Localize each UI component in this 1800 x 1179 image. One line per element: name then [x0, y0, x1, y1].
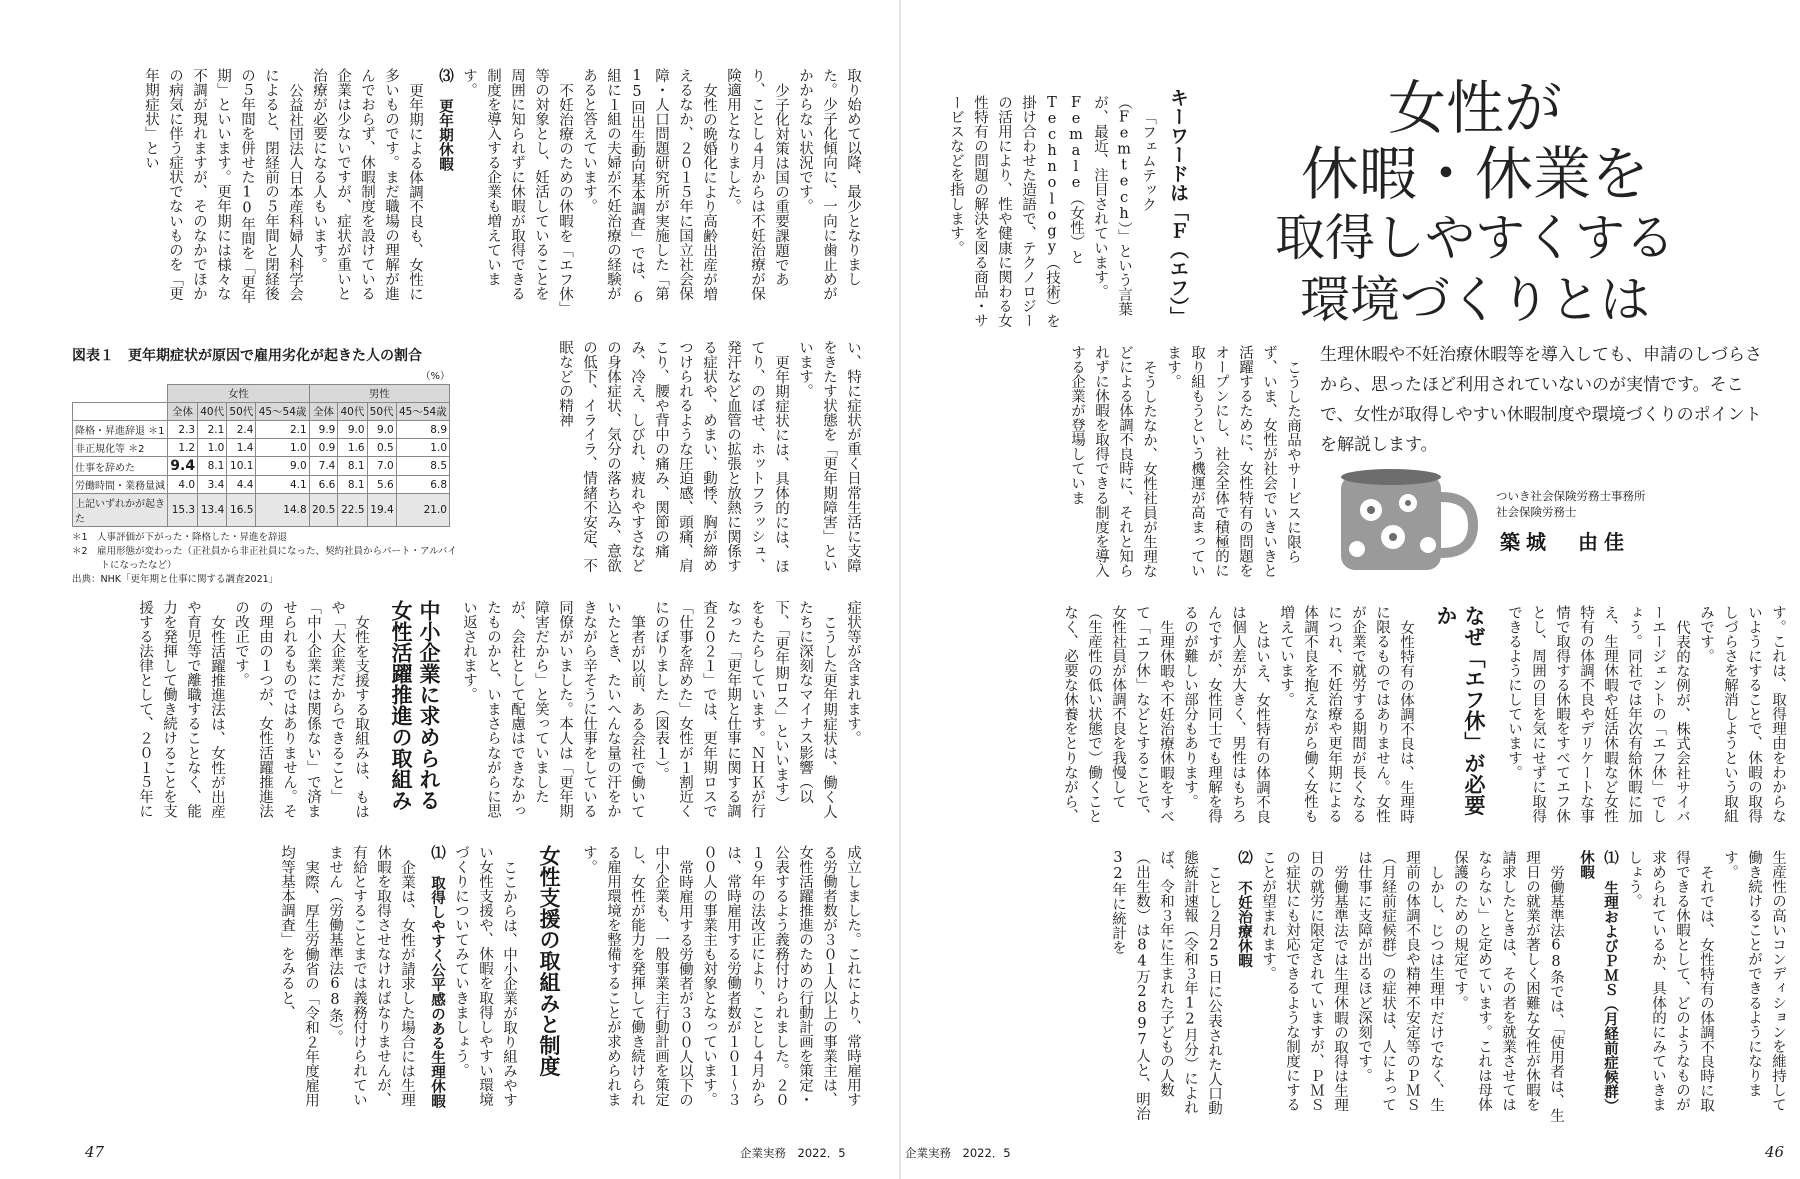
table-cell: 8.1 [338, 457, 367, 476]
table-corner-cell [73, 385, 168, 403]
support-heading: 女性支援の取組みと制度 [537, 845, 561, 1077]
page-number-left: 47 [85, 1143, 105, 1161]
table-cell: 13.4 [198, 494, 227, 527]
group-header-male: 男性 [309, 385, 449, 403]
headline-line-1: 女性が [1387, 74, 1562, 142]
headline-line-2: 休暇・休業を [1300, 140, 1649, 208]
right-b2-paragraph-5: 労働基準法では生理休暇の取得は生理日の就労に限定されていますが、ＰＭＳの症状にも対応できるような制度にすることが望まれます。 [1260, 850, 1348, 1112]
table-column-header-row [73, 403, 450, 421]
left-b2-paragraph-4: 企業は、女性が請求した場合には生理休暇を取得させなければなりませんが、有給とすることまでは義務付けられていません（労働基準法68条）。 [327, 845, 415, 1107]
right-lower-column-1 [920, 605, 1790, 830]
table-cell: 1.6 [338, 439, 367, 457]
left-mid-paragraph-1: い、特に症状が重く日常生活に支障をきたす状態を「更年期障害」といいます。 [797, 340, 861, 573]
keyword-heading: キーワードは「Ｆ（エフ）」 [1167, 88, 1189, 326]
left-lower-paragraph-4: 女性を支援する取組みは、もはや「大企業だからできること」「中小企業には関係ない」で済ませられるものではありません。その理由の１つが、女性活躍推進法の改正です。 [233, 600, 369, 819]
section2-heading: ⑵ 不妊治療休暇 [1236, 850, 1252, 968]
left-mid-paragraph-2: 更年期症状には、具体的には、ほてり、のぼせ、ホットフラッシュ、発汗など血管の拡張と放熱に関係する症状や、めまい、動悸、胸が締めつけられるような圧迫感、頭痛、肩こり、腰や背中の痛み、関節の痛み、冷え、しびれ、疲れやすさなどの身体症状、気分の落ち込み、意欲の低下、イライラ、情緒不安定、不眠などの精神 [557, 340, 789, 573]
table-cell: 8.1 [198, 457, 227, 476]
left-lower-paragraph-3: 筆者が以前、ある会社で働いていたとき、たいへんな量の汗をかきながら辛そうに仕事をしている同僚がいました。本人は「更年期障害だから」と笑っていましたが、会社として配慮はできなかったものかと、いまさらながらに思い返されます。 [461, 600, 645, 819]
table-cell: 8.5 [396, 457, 449, 476]
table-cell: 21.0 [396, 494, 449, 527]
table-cell: 9.0 [367, 421, 396, 439]
figure-title: 図表１ 更年期症状が原因で雇用劣化が起きた人の割合 [72, 348, 422, 364]
table-cell: 4.0 [168, 476, 198, 494]
table-cell: 8.1 [338, 476, 367, 494]
right-b2-paragraph-2: それでは、女性特有の体調不良時に取得できる休暇として、どのようなものが求められているか、具体的にみていきましょう。 [1626, 850, 1714, 1112]
right-b2-paragraph-1: 生産性の高いコンディションを維持して働き続けることができるようになります。 [1722, 850, 1786, 1112]
right-mid-paragraph-1: こうした商品やサービスに限らず、いま、女性が社会でいきいきと活躍するために、女性特有の問題をオープンにし、社会全体で積極的に取り組もうという機運が高まっています。 [1165, 345, 1301, 578]
table-cell: 6.6 [309, 476, 338, 494]
headline-line-3: 取得しやすくする [1275, 209, 1675, 267]
right-lower-paragraph-2: 代表的な例が、株式会社サイバーエージェントの「エフ休」でしょう。同社では年次有給休暇に加え、生理休暇や妊活休暇など女性特有の体調不良やデリケートな事情で取得する休暇をすべてエフ休とし、周囲の目を気にせずに取得できるようにしています。 [1506, 605, 1690, 824]
column-header: 全体 [168, 403, 198, 421]
table-cell: 2.1 [198, 421, 227, 439]
sme-heading: 中小企業に求められる女性活躍推進の取組み [389, 600, 441, 811]
left-top-paragraph-1: 取り始めて以降、最少となりました。少子化傾向に、一向に歯止めがかからない状況です。 [797, 68, 861, 301]
right-lower-paragraph-1: す。これは、取得理由をわからないようにすることで、休暇の取得しづらさを解消しようという取組みです。 [1698, 605, 1786, 824]
left-lower-column-1 [70, 600, 865, 825]
article-headline [1155, 75, 1795, 331]
left-b2-paragraph-1: 成立しました。これにより、常時雇用する労働者数が３０１人以上の事業主は、女性活躍推進のための行動計画を策定・公表するよう義務付けられました。２０１９年の法改正により、ことし４月からは、常時雇用する労働者数が１０１～３００人の事業主も対象となっています。 [701, 845, 861, 1107]
figure-table [72, 345, 457, 587]
figure-source: 出典：NHK「更年期と仕事に関する調査2021」 [72, 574, 279, 585]
left-b2-paragraph-3: ここからは、中小企業が取り組みやすい女性支援や、休暇を取得しやすい環境づくりについてみていきましょう。 [453, 845, 517, 1107]
left-lower-paragraph-2: こうした更年期症状は、働く人たちに深刻なマイナス影響（以下、「更年期ロス」といいます）をもたらしています。ＮＨＫが行なった「更年期と仕事に関する調査２０２１」では、更年期ロスで「仕事を辞めた」女性が１割近くにのぼりました（図表１）。 [653, 600, 837, 819]
table-corner-cell-2 [73, 403, 168, 421]
right-lower-paragraph-5: 生理休暇や不妊治療休暇をすべて「エフ休」などとすることで、女性社員が体調不良を我慢して（生産性の低い状態で）働くことなく、必要な休養をとりながら、 [1062, 605, 1174, 824]
table-cell: 3.4 [198, 476, 227, 494]
left-top-paragraph-6: 公益社団法人日本産科婦人科学会によると、閉経前の５年間と閉経後の５年間を併せた10年間を「更年期」といいます。更年期には様々な不調が現れますが、そのなかでほかの病気に伴う症状でないものを「更年期症状」とい [143, 68, 303, 304]
table-cell: 5.6 [367, 476, 396, 494]
table-cell: 1.0 [396, 439, 449, 457]
right-b2-paragraph-6: ことし２月25日に公表された人口動態統計速報（令和３年12月分）によれば、令和３年に生まれた子どもの人数（出生数）は84万2897人と、明治32年に統計を [1110, 850, 1222, 1121]
table-cell: 20.5 [309, 494, 338, 527]
page-number-right: 46 [1765, 1143, 1785, 1161]
row-label: 労働時間・業務量減 [73, 476, 168, 494]
keyword-body [920, 95, 1160, 340]
table-cell: 19.4 [367, 494, 396, 527]
left-lower-paragraph-1: 症状等が含まれます。 [845, 600, 861, 746]
column-header: 50代 [227, 403, 256, 421]
section3-heading: ⑶ 更年期休暇 [437, 68, 453, 172]
row-label: 非正規化等 ＊2 [73, 439, 168, 457]
author-org-line-2: 社会保険労務士 [1496, 505, 1577, 519]
data-table [72, 384, 450, 527]
left-lower-column-2 [70, 845, 865, 1120]
column-header: 45～54歳 [396, 403, 449, 421]
teacup-illustration [1333, 465, 1478, 580]
figure-note: ＊1 人事評価が下がった・降格した・昇進を辞退 [72, 532, 288, 543]
table-cell: 1.4 [227, 439, 256, 457]
running-footer-right: 企業実務 2022．5 [905, 1146, 1011, 1160]
table-cell: 6.8 [396, 476, 449, 494]
table-cell-highlight: 9.4 [168, 457, 198, 476]
right-b2-paragraph-3: 労働基準法68条では、「使用者は、生理日の就業が著しく困難な女性が休暇を請求したときは、その者を就業させてはならない」と定めています。これは母体保護のための規定です。 [1452, 850, 1564, 1123]
table-cell: 16.5 [227, 494, 256, 527]
table-cell: 0.9 [309, 439, 338, 457]
running-footer-left: 企業実務 2022．5 [740, 1146, 846, 1160]
headline-line-4: 環境づくりとは [1300, 271, 1650, 329]
row-label: 降格・昇進辞退 ＊1 [73, 421, 168, 439]
row-label: 仕事を辞めた [73, 457, 168, 476]
left-top-paragraph-4: 不妊治療のための休暇を「エフ休」等の対象とし、妊活していることを周囲に知られずに休暇が取得できる制度を導入する企業も増えています。 [461, 68, 573, 309]
figure-note: トになったなど） [72, 560, 177, 571]
table-cell: 14.8 [256, 494, 309, 527]
row-label: 上記いずれかが起きた [73, 494, 168, 527]
column-header: 50代 [367, 403, 396, 421]
table-cell: 4.1 [256, 476, 309, 494]
column-header: 40代 [338, 403, 367, 421]
article-lead: 生理休暇や不妊治療休暇等を導入しても、申請のしづらさから、思ったほど利用されていないのが実情です。そこで、女性が取得しやすい休暇制度や環境づくりのポイントを解説します。 [1320, 345, 1762, 455]
table-row-total [73, 494, 450, 527]
table-cell: 7.4 [309, 457, 338, 476]
table-group-header-row [73, 385, 450, 403]
why-heading: なぜ「エフ休」が必要か [1434, 605, 1486, 816]
right-mid-paragraph-2: そうしたなか、女性社員が生理などによる体調不良時に、それと知られずに休暇を取得できる制度を導入する企業が登場していま [1069, 345, 1157, 578]
table-row [73, 439, 450, 457]
section-a-heading: ⑴ 取得しやすく公平感のある生理休暇 [429, 845, 445, 1109]
author-org-line-1: ついき社会保険労務士事務所 [1496, 489, 1646, 503]
table-cell: 8.9 [396, 421, 449, 439]
table-cell: 4.4 [227, 476, 256, 494]
right-page [900, 0, 1800, 1179]
left-b2-paragraph-5: 実際、厚生労働省の「令和２年度雇用均等基本調査」をみると、 [279, 845, 319, 1107]
table-cell: 15.3 [168, 494, 198, 527]
right-mid-column [920, 345, 1305, 578]
right-b2-paragraph-4: しかし、じつは生理中だけでなく、生理前の体調不良や精神不安定等のＰＭＳ（月経前症候群）の症状は、人によっては仕事に支障が出るほど深刻です。 [1356, 850, 1444, 1112]
column-header: 40代 [198, 403, 227, 421]
author-name: 築城 由佳 [1500, 530, 1630, 554]
left-top-paragraph-5: 更年期による体調不良も、女性に多いものです。まだ職場の理解が進んでおらず、休暇制度を設けている企業は少ないですが、症状が重いと治療が必要になる人もいます。 [311, 68, 423, 301]
right-lower-column-2 [920, 850, 1790, 1125]
table-cell: 0.5 [367, 439, 396, 457]
left-lower-paragraph-5: 女性活躍推進法は、女性が出産や育児等で離職することなく、能力を発揮して働き続けることを支援する法律として、２０１５年に [137, 600, 225, 819]
left-top-paragraph-2: 少子化対策は国の重要課題であり、ことし４月からは不妊治療が保険適用となりました。 [725, 68, 789, 301]
figure-unit: （%） [420, 371, 450, 382]
author-organization [1496, 488, 1646, 520]
keyword-paragraph: 「フェムテック（Femtech）」という言葉が、最近、注目されています。Female（女性）とTechnology（技術）を掛け合わせた造語で、テクノロジーの活用により、性や健康に関わる女性特有の問題の解決を図る商品・サービスなどを指します。 [948, 95, 1156, 329]
group-header-female: 女性 [168, 385, 310, 403]
left-top-column [70, 68, 865, 313]
table-cell: 9.9 [309, 421, 338, 439]
table-cell: 10.1 [227, 457, 256, 476]
table-cell: 1.2 [168, 439, 198, 457]
column-header: 45～54歳 [256, 403, 309, 421]
table-cell: 22.5 [338, 494, 367, 527]
table-cell: 2.1 [256, 421, 309, 439]
table-row [73, 421, 450, 439]
table-row [73, 457, 450, 476]
left-top-paragraph-3: 女性の晩婚化により高齢出産が増えるなか、２０１５年に国立社会保障・人口問題研究所が実施した「第15回出生動向基本調査」では、６組に１組の夫婦が不妊治療の経験があると答えています。 [581, 68, 717, 304]
right-lower-paragraph-4: とはいえ、女性特有の体調不良は個人差が大きく、男性はもちろんですが、女性同士でも理解を得るのが難しい部分もあります。 [1182, 605, 1270, 824]
left-b2-paragraph-2: 常時雇用する労働者が３００人以下の中小企業も、一般事業主行動計画を策定し、女性が能力を発揮して働き続けられる雇用環境を整備することが求められます。 [581, 845, 693, 1107]
figure-note: ＊2 雇用形態が変わった（正社員から非正社員になった、契約社員からパート・アルバイ [72, 546, 457, 557]
table-cell: 7.0 [367, 457, 396, 476]
table-cell: 1.0 [256, 439, 309, 457]
table-row [73, 476, 450, 494]
table-cell: 9.0 [338, 421, 367, 439]
table-cell: 9.0 [256, 457, 309, 476]
column-header: 全体 [309, 403, 338, 421]
table-cell: 1.0 [198, 439, 227, 457]
section1-heading: ⑴ 生理およびＰＭＳ（月経前症候群）休暇 [1578, 850, 1618, 1114]
table-cell: 2.3 [168, 421, 198, 439]
left-mid-column [470, 340, 865, 575]
right-lower-paragraph-3: 女性特有の体調不良は、生理時に限るものではありません。女性が企業で就労する期間が長くなるにつれ、不妊治療や更年期による体調不良を抱えながら働く女性も増えています。 [1278, 605, 1414, 824]
table-cell: 2.4 [227, 421, 256, 439]
figure-notes [72, 531, 457, 587]
